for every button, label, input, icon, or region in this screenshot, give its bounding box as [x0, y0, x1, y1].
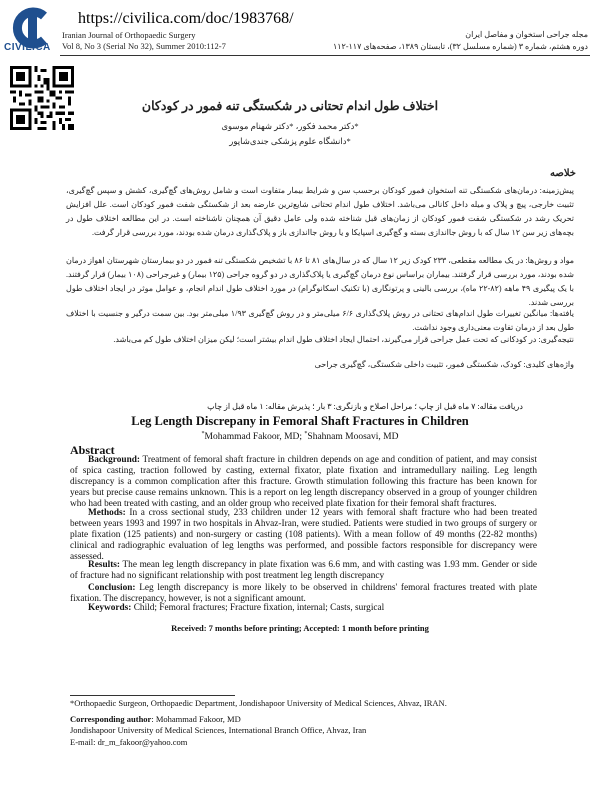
logo-wordmark: CIVILICA	[4, 42, 51, 53]
background-text: Treatment of femoral shaft fracture in children depends on age and condition of patient, and may consist of spica casting, traction followed by casting, external fixator, plate fixation and intramedullary nailing. Leg length discrepancy is a common complication after this fracture. Growth stimulation following this fracture has been known for years but precise cause remains unknown. This is a report on leg length discrepancy observed in a group of younger children who had been treated with casting, and an older group who received plate fixation for their femoral shaft fractures.	[70, 455, 537, 509]
conclusion-text: Leg length discrepancy is more likely to be observed in childrens' femoral fractures treated with plate fixation. The discrepancy, however, is not a significant amount.	[70, 583, 537, 604]
author-mark: *	[201, 431, 205, 437]
author-mark: *	[304, 431, 308, 437]
volume-info: Vol 8, No 3 (Serial No 32), Summer 2010:112-7	[62, 41, 226, 51]
corresponding-author-label: Corresponding author	[70, 714, 152, 724]
abstract-heading: Abstract	[70, 443, 115, 457]
conclusion-label: Conclusion:	[88, 583, 136, 593]
qr-code-icon[interactable]	[10, 66, 74, 130]
footnote-rule	[70, 695, 235, 696]
fa-article-title: اختلاف طول اندام تحتانی در شکستگی تنه فمور در کودکان	[141, 99, 439, 113]
corresponding-email[interactable]: E-mail: dr_m_fakoor@yahoo.com	[70, 737, 188, 747]
fa-volume-info: دوره هشتم، شماره ۳ (شماره مسلسل ۳۲)، تابستان ۱۳۸۹، صفحه‌های ۱۱۷-۱۱۲	[332, 42, 588, 51]
background-paragraph	[70, 455, 537, 510]
fa-authors: *دکتر محمد فکور، *دکتر شهنام موسوی	[221, 121, 359, 131]
fa-journal-name: مجله جراحی استخوان و مفاصل ایران	[465, 30, 588, 39]
fa-results-paragraph: یافته‌ها: میانگین تغییرات طول اندام‌های تحتانی در روش پلاک‌گذاری ۶/۶ میلی‌متر و در روش گچ‌گیری ۱/۹۳ میلی‌متر بود. بین سمت درگیر و جنسیت با اختلاف طول بعد از درمان تفاوت معنی‌داری وجود نداشت.	[66, 309, 575, 332]
article-title: Leg Length Discrepany in Femoral Shaft Fractures in Children	[131, 414, 469, 428]
methods-paragraph	[70, 508, 537, 563]
conclusion-paragraph	[70, 583, 537, 605]
fa-abstract-heading: خلاصه	[549, 168, 576, 179]
author-2: Shahnam Moosavi, MD	[307, 432, 399, 443]
fa-conclusion-paragraph: نتیجه‌گیری: در کودکانی که تحت عمل جراحی قرار می‌گیرند، احتمال ایجاد اختلاف طول اندام بیشتر است؛ لیکن میزان اختلاف طول کم می‌باشد.	[113, 335, 574, 344]
fa-received-note: دریافت مقاله: ۷ ماه قبل از چاپ ؛ مراحل اصلاح و بازنگری: ۳ بار ؛ پذیرش مقاله: ۱ ماه قبل از چاپ	[207, 402, 523, 411]
fa-methods-paragraph: مواد و روش‌ها: در یک مطالعه مقطعی، ۲۳۳ کودک زیر ۱۲ سال که در سال‌های ۸۱ تا ۸۶ با تشخیص شکستگی تنه فمور در دو بیمارستان شهرستان اهواز درمان شده بودند، مورد بررسی قرار گرفتند. بیماران براساس نوع درمان گچ‌گیری یا پلاک‌گذاری در دو گروه جراحی (۱۲۵ بیمار) و غیرجراحی (۱۰۸ بیمار) قرار گرفتند. با یک پیگیری ۴۹ ماهه (۸۲-۲۲ ماه)، بررسی بالینی و پرتونگاری (با تکنیک اسکانوگرام) در مورد اختلاف طول اندام انجام، و عوامل موثر در ایجاد اختلاف طول بررسی شدند.	[66, 256, 574, 307]
journal-name: Iranian Journal of Orthopaedic Surgery	[62, 30, 196, 40]
corresponding-address: Jondishapoor University of Medical Sciences, International Branch Office, Ahvaz, Iran	[70, 725, 367, 735]
header-rule	[60, 55, 590, 56]
results-label: Results:	[88, 560, 121, 570]
corresponding-author	[70, 714, 540, 724]
authors	[0, 431, 600, 442]
results-paragraph	[70, 560, 537, 582]
corresponding-author-name: : Mohammad Fakoor, MD	[151, 714, 241, 724]
author-affiliation-footnote: *Orthopaedic Surgeon, Orthopaedic Department, Jondishapoor University of Medical Sciences, Ahvaz, IRAN.	[70, 698, 447, 708]
keywords-label: Keywords:	[88, 603, 132, 613]
fa-background-paragraph: پیش‌زمینه: درمان‌های شکستگی تنه استخوان فمور کودکان برحسب سن و شرایط بیمار متفاوت است و شامل روش‌های گچ‌گیری، کشش و سپس گچ‌گیری، تثبیت خارجی، پیچ و پلاک و میله داخل کانالی می‌باشد. اختلاف طول اندام تحتانی شایع‌ترین عارضه بعد از شکستگی شفت فمور کودکان است. علل افزایش تحریک رشد در شکستگی شفت فمور کودکان از زمان‌های قبل شناخته شده ولی عامل دقیق آن همچنان ناشناخته است. در این مطالعه اختلاف طول در بچه‌های زیر سن ۱۲ سال که با روش جااندازی بسته و گچ‌گیری اسپایکا و یا روش جااندازی باز و پلاک‌گذاری درمان شده بودند، مورد بررسی قرار گرفت.	[66, 186, 574, 237]
document-url[interactable]: https://civilica.com/doc/1983768/	[78, 10, 294, 27]
keywords-text: Child; Femoral fractures; Fracture fixation, internal; Casts, surgical	[131, 603, 385, 613]
methods-text: In a cross sectional study, 233 children under 12 years with femoral shaft fracture who had been treated between years 1993 and 1997 in two hospitals in Ahvaz-Iran, were studied. Patients were studied in two groups of surgery or plate fixation (125 patients) and non-surgery or casting (108 patients). With a mean follow of 49 months (22-82 months) clinical and radiographic evaluation of leg lengths was performed, and possible factors responsible for discrepancy were assessed.	[70, 508, 537, 562]
keywords-paragraph	[70, 603, 537, 614]
results-text: The mean leg length discrepancy in plate fixation was 6.6 mm, and with casting was 1.93 mm. Gender or side of fracture had no significant relationship with post treatment leg length discrepancy	[70, 560, 537, 581]
fa-affiliation: *دانشگاه علوم پزشکی جندی‌شاپور	[229, 136, 351, 146]
civilica-logo	[4, 4, 62, 62]
background-label: Background:	[88, 455, 141, 465]
fa-keywords: واژه‌های کلیدی: کودک، شکستگی فمور، تثبیت داخلی شکستگی، گچ‌گیری جراحی	[314, 360, 574, 369]
author-1: Mohammad Fakoor, MD;	[204, 432, 305, 443]
methods-label: Methods:	[88, 508, 126, 518]
received-note: Received: 7 months before printing; Accepted: 1 month before printing	[171, 623, 429, 633]
